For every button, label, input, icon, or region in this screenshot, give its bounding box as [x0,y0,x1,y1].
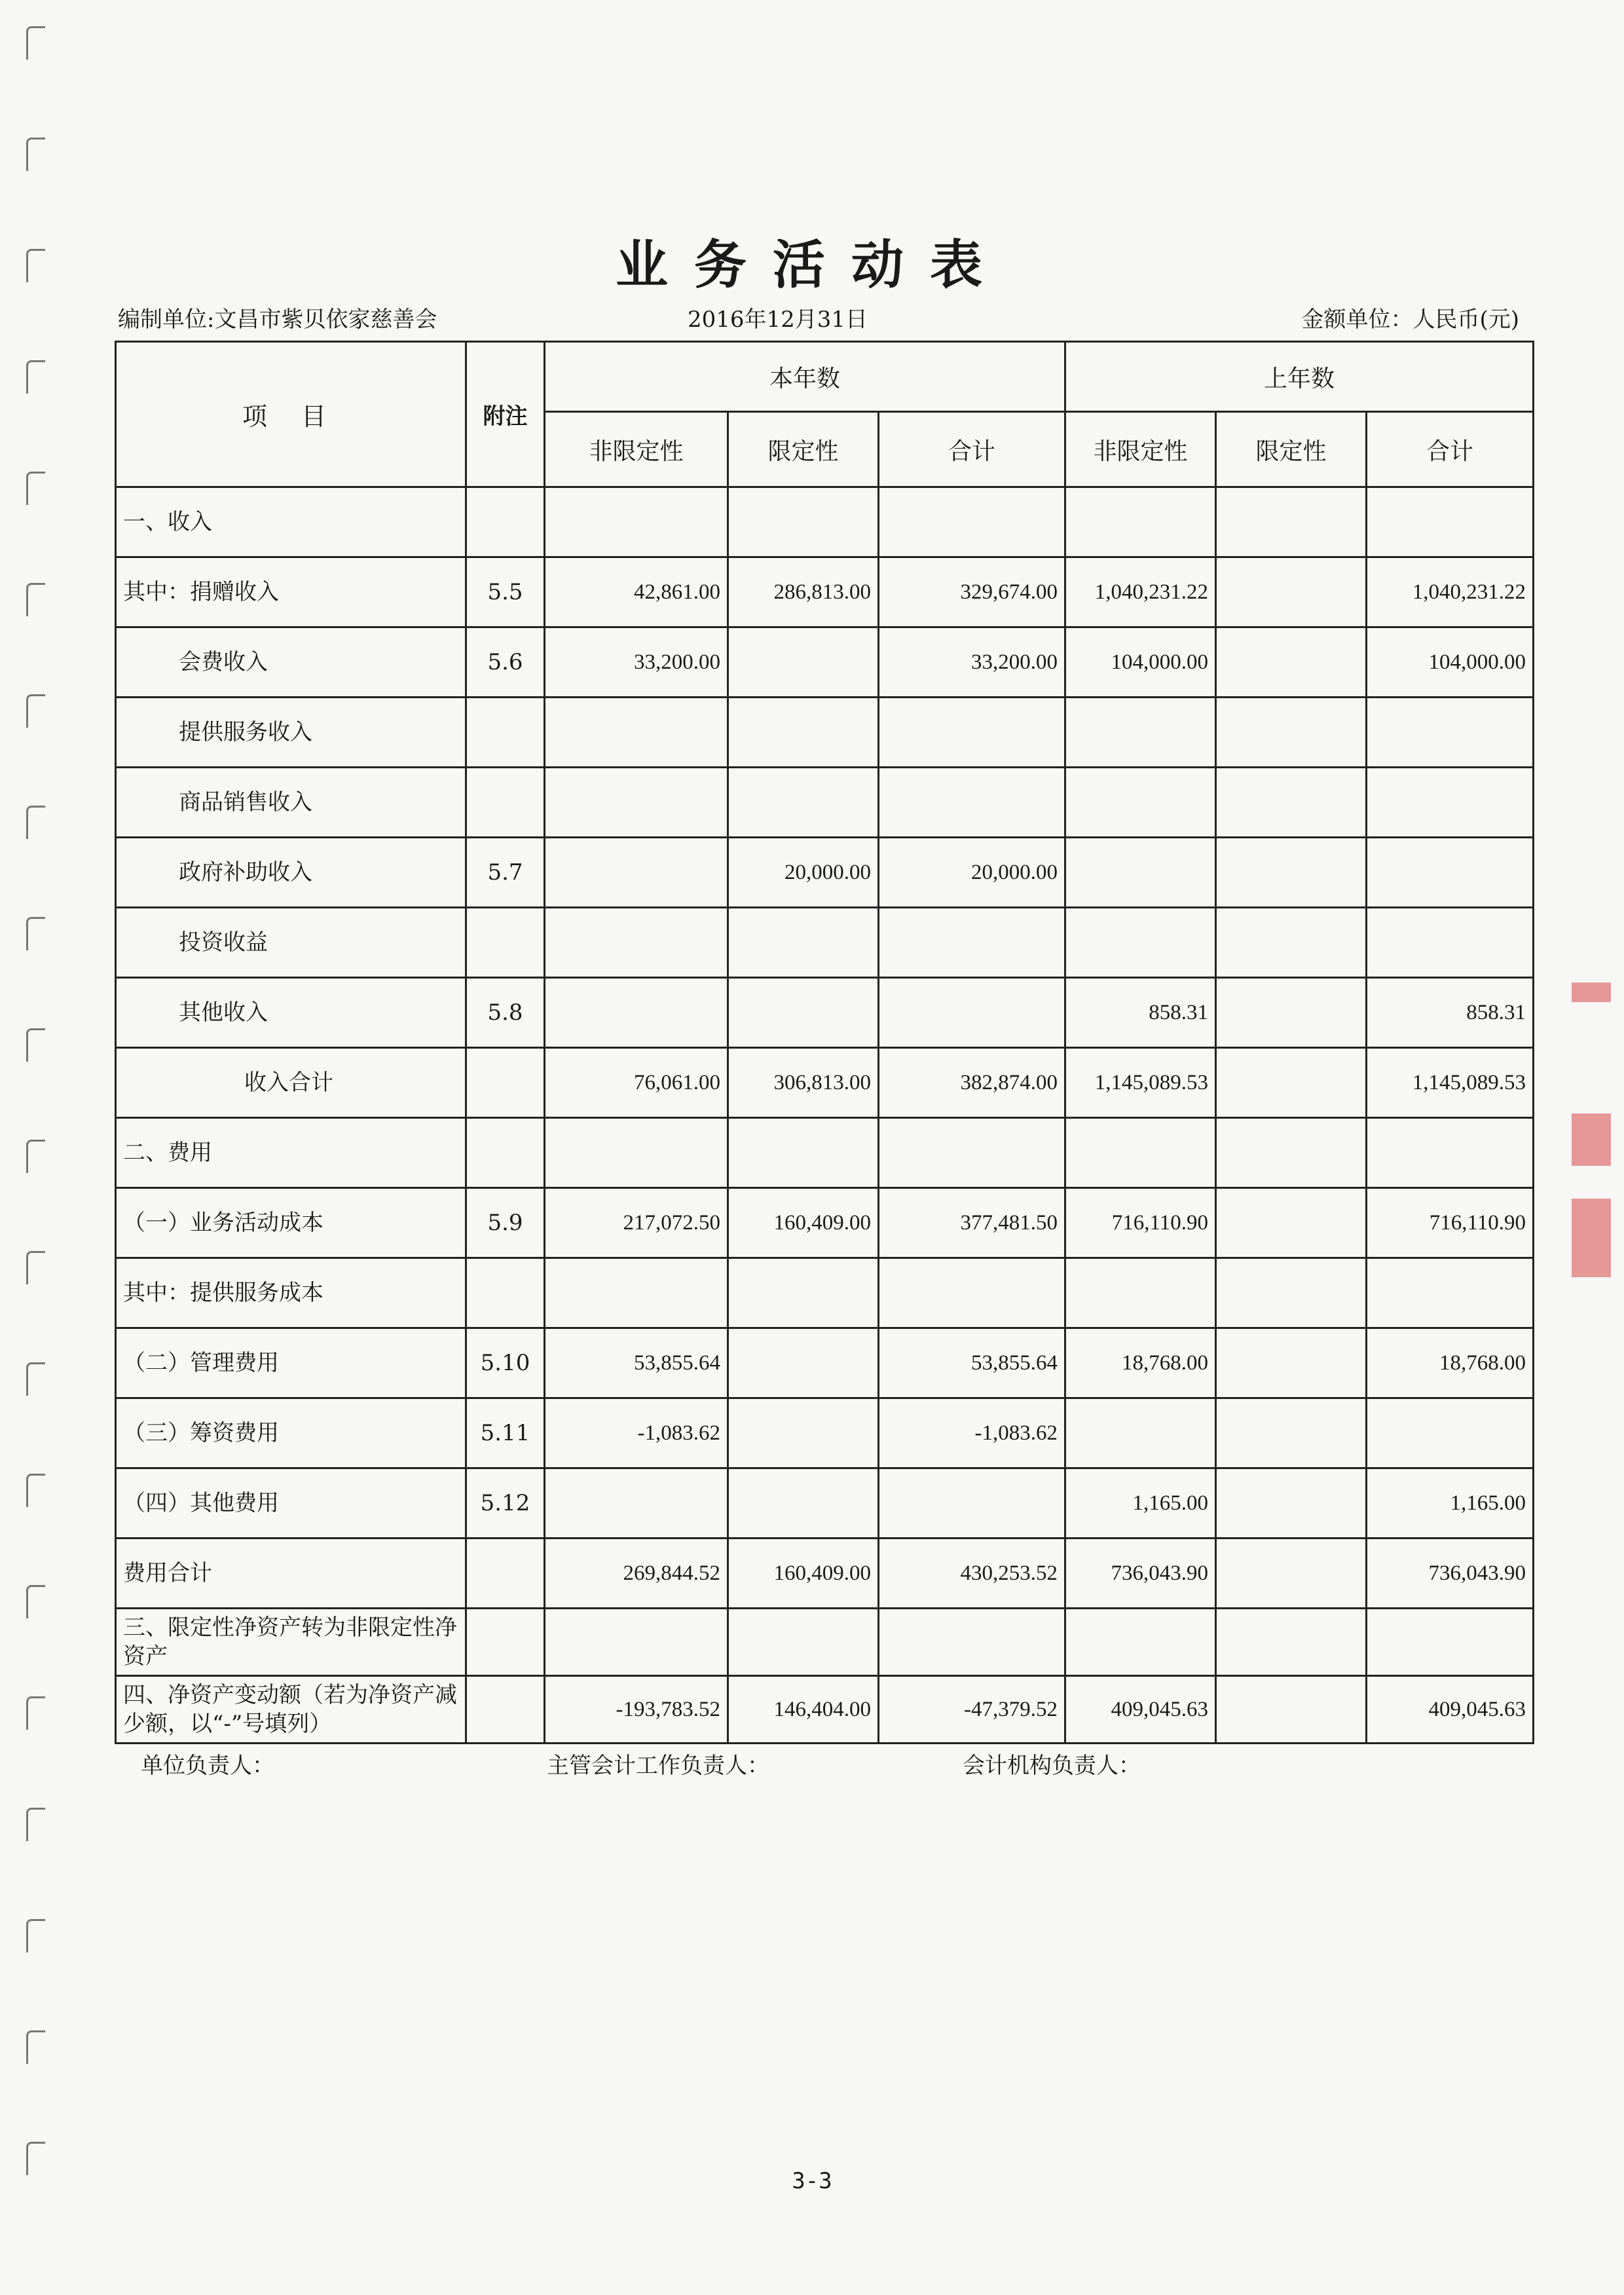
cell-pri-unrestricted [1065,838,1216,908]
cell-pri-total: 18,768.00 [1367,1328,1534,1398]
seal-fragment [1572,982,1611,1002]
cell-cur-total [879,698,1065,768]
binder-holes [20,0,59,2295]
table-row [116,908,1534,978]
row-label: 会费收入 [116,627,466,698]
table-row [116,698,1534,768]
row-note [466,1609,545,1676]
cell-cur-total [879,1258,1065,1328]
cell-pri-total [1367,1609,1534,1676]
document-title: 业务活动表 [616,234,1008,295]
cell-pri-restricted [1216,1468,1367,1539]
cell-pri-total: 716,110.90 [1367,1188,1534,1258]
row-note [466,908,545,978]
cell-pri-restricted [1216,557,1367,627]
cell-cur-restricted: 20,000.00 [728,838,879,908]
cell-pri-total [1367,1258,1534,1328]
cell-pri-restricted [1216,1258,1367,1328]
cell-pri-unrestricted [1065,487,1216,557]
cell-pri-total [1367,768,1534,838]
row-label: 二、费用 [116,1118,466,1188]
table-row [116,1048,1534,1118]
cell-pri-total: 858.31 [1367,978,1534,1048]
cell-cur-total [879,1468,1065,1539]
row-label: 一、收入 [116,487,466,557]
cell-cur-restricted [728,698,879,768]
cell-cur-total [879,487,1065,557]
cell-pri-restricted [1216,768,1367,838]
cell-pri-unrestricted [1065,908,1216,978]
cell-cur-total [879,978,1065,1048]
header-pri-unrestricted: 非限定性 [1065,412,1216,487]
seal-fragment [1572,1113,1611,1166]
cell-pri-unrestricted: 1,145,089.53 [1065,1048,1216,1118]
row-note: 5.7 [466,838,545,908]
row-label: 政府补助收入 [116,838,466,908]
cell-cur-restricted [728,908,879,978]
cell-pri-unrestricted: 104,000.00 [1065,627,1216,698]
signature-unit-head: 单位负责人： [141,1753,274,1779]
header-cur-total: 合计 [879,412,1065,487]
row-note [466,1676,545,1744]
cell-pri-total: 104,000.00 [1367,627,1534,698]
binder-ring [26,583,45,616]
cell-cur-restricted [728,1609,879,1676]
row-label: 投资收益 [116,908,466,978]
cell-pri-restricted [1216,1398,1367,1468]
table-row [116,1609,1534,1676]
table-row [116,1258,1534,1328]
table-row [116,1468,1534,1539]
cell-cur-unrestricted: 42,861.00 [545,557,728,627]
cell-pri-total [1367,908,1534,978]
header-pri-total: 合计 [1367,412,1534,487]
cell-pri-restricted [1216,908,1367,978]
cell-cur-restricted [728,1398,879,1468]
binder-ring [26,1362,45,1396]
cell-cur-unrestricted [545,1609,728,1676]
cell-cur-unrestricted [545,1468,728,1539]
cell-pri-unrestricted: 1,165.00 [1065,1468,1216,1539]
cell-pri-total: 1,040,231.22 [1367,557,1534,627]
cell-cur-restricted [728,627,879,698]
cell-cur-total: 329,674.00 [879,557,1065,627]
row-label: （二）管理费用 [116,1328,466,1398]
table-row [116,838,1534,908]
cell-pri-unrestricted: 18,768.00 [1065,1328,1216,1398]
cell-pri-restricted [1216,487,1367,557]
cell-cur-restricted [728,487,879,557]
cell-cur-total [879,1118,1065,1188]
table-row [116,768,1534,838]
row-note [466,1539,545,1609]
cell-cur-unrestricted [545,908,728,978]
binder-ring [26,2030,45,2064]
cell-cur-total: 20,000.00 [879,838,1065,908]
cell-cur-unrestricted [545,698,728,768]
table-row [116,1676,1534,1744]
cell-pri-restricted [1216,978,1367,1048]
header-note: 附注 [466,342,545,487]
cell-cur-total: -47,379.52 [879,1676,1065,1744]
cell-cur-total: -1,083.62 [879,1398,1065,1468]
cell-cur-unrestricted: 269,844.52 [545,1539,728,1609]
cell-pri-restricted [1216,1118,1367,1188]
cell-cur-unrestricted [545,838,728,908]
row-label: （四）其他费用 [116,1468,466,1539]
binder-ring [26,472,45,505]
binder-ring [26,138,45,171]
cell-pri-restricted [1216,627,1367,698]
cell-cur-restricted [728,1258,879,1328]
report-date: 2016年12月31日 [688,307,868,333]
cell-pri-restricted [1216,1328,1367,1398]
cell-cur-unrestricted: 217,072.50 [545,1188,728,1258]
header-pri-restricted: 限定性 [1216,412,1367,487]
cell-cur-restricted [728,1118,879,1188]
cell-cur-unrestricted [545,487,728,557]
row-note [466,768,545,838]
cell-cur-total: 53,855.64 [879,1328,1065,1398]
cell-pri-unrestricted [1065,698,1216,768]
cell-cur-unrestricted: 53,855.64 [545,1328,728,1398]
row-label: 其他收入 [116,978,466,1048]
row-note [466,1258,545,1328]
header-item: 项 目 [116,342,466,487]
cell-pri-total [1367,698,1534,768]
cell-pri-unrestricted: 1,040,231.22 [1065,557,1216,627]
cell-pri-unrestricted: 716,110.90 [1065,1188,1216,1258]
binder-ring [26,1808,45,1841]
row-note [466,1118,545,1188]
binder-ring [26,1140,45,1173]
cell-pri-unrestricted: 736,043.90 [1065,1539,1216,1609]
binder-ring [26,917,45,950]
cell-cur-unrestricted: 76,061.00 [545,1048,728,1118]
cell-pri-restricted [1216,1539,1367,1609]
binder-ring [26,1251,45,1284]
row-label: 费用合计 [116,1539,466,1609]
table-row [116,1328,1534,1398]
cell-pri-restricted [1216,1676,1367,1744]
cell-cur-total: 382,874.00 [879,1048,1065,1118]
cell-cur-restricted: 286,813.00 [728,557,879,627]
cell-pri-total [1367,487,1534,557]
cell-cur-total [879,1609,1065,1676]
cell-cur-unrestricted [545,1258,728,1328]
cell-pri-total [1367,1118,1534,1188]
cell-pri-total [1367,1398,1534,1468]
header-cur-unrestricted: 非限定性 [545,412,728,487]
row-note: 5.10 [466,1328,545,1398]
cell-pri-restricted [1216,698,1367,768]
row-label: 商品销售收入 [116,768,466,838]
table-row [116,557,1534,627]
binder-ring [26,1474,45,1507]
cell-pri-total: 409,045.63 [1367,1676,1534,1744]
preparing-unit: 编制单位:文昌市紫贝依家慈善会 [118,307,437,333]
cell-cur-restricted: 160,409.00 [728,1539,879,1609]
cell-cur-restricted: 306,813.00 [728,1048,879,1118]
cell-pri-unrestricted [1065,1609,1216,1676]
row-note [466,698,545,768]
cell-cur-total: 430,253.52 [879,1539,1065,1609]
row-note: 5.5 [466,557,545,627]
row-label: （一）业务活动成本 [116,1188,466,1258]
cell-pri-total: 1,165.00 [1367,1468,1534,1539]
row-note: 5.9 [466,1188,545,1258]
cell-cur-total: 377,481.50 [879,1188,1065,1258]
row-note [466,1048,545,1118]
cell-cur-restricted: 160,409.00 [728,1188,879,1258]
cell-pri-unrestricted [1065,1258,1216,1328]
row-label: 提供服务收入 [116,698,466,768]
table-row [116,1188,1534,1258]
signature-accounting-head: 主管会计工作负责人： [547,1753,769,1779]
row-note: 5.8 [466,978,545,1048]
cell-cur-total [879,908,1065,978]
header-cur-restricted: 限定性 [728,412,879,487]
cell-pri-total: 736,043.90 [1367,1539,1534,1609]
row-label: 其中：提供服务成本 [116,1258,466,1328]
cell-pri-restricted [1216,1609,1367,1676]
binder-ring [26,694,45,728]
cell-cur-unrestricted: 33,200.00 [545,627,728,698]
page-number: 3-3 [792,2168,832,2194]
cell-cur-restricted [728,1328,879,1398]
binder-ring [26,1585,45,1618]
table-row [116,627,1534,698]
cell-cur-unrestricted: -193,783.52 [545,1676,728,1744]
cell-pri-unrestricted [1065,768,1216,838]
cell-pri-unrestricted: 858.31 [1065,978,1216,1048]
signature-accounting-org-head: 会计机构负责人： [963,1753,1141,1779]
currency-unit: 金额单位：人民币(元) [1301,307,1519,333]
table-row [116,1539,1534,1609]
seal-fragment [1572,1199,1611,1277]
cell-pri-restricted [1216,1048,1367,1118]
cell-cur-unrestricted [545,978,728,1048]
row-label: （三）筹资费用 [116,1398,466,1468]
table-row [116,1118,1534,1188]
row-label: 收入合计 [116,1048,466,1118]
cell-pri-restricted [1216,1188,1367,1258]
cell-cur-unrestricted [545,1118,728,1188]
binder-ring [26,1696,45,1730]
cell-pri-total [1367,838,1534,908]
cell-pri-unrestricted [1065,1398,1216,1468]
table-row [116,1398,1534,1468]
activity-statement-table [115,341,1534,1744]
binder-ring [26,1028,45,1062]
row-note [466,487,545,557]
cell-cur-restricted [728,978,879,1048]
cell-cur-unrestricted: -1,083.62 [545,1398,728,1468]
cell-pri-unrestricted: 409,045.63 [1065,1676,1216,1744]
cell-cur-total [879,768,1065,838]
row-label: 三、限定性净资产转为非限定性净资产 [116,1609,466,1676]
cell-cur-unrestricted [545,768,728,838]
row-label: 其中：捐赠收入 [116,557,466,627]
row-note: 5.11 [466,1398,545,1468]
binder-ring [26,26,45,60]
binder-ring [26,1919,45,1952]
binder-ring [26,360,45,394]
header-prior-year: 上年数 [1065,342,1534,412]
cell-cur-restricted [728,768,879,838]
cell-cur-restricted [728,1468,879,1539]
row-note: 5.6 [466,627,545,698]
row-note: 5.12 [466,1468,545,1539]
cell-cur-total: 33,200.00 [879,627,1065,698]
table-row [116,978,1534,1048]
row-label: 四、净资产变动额（若为净资产减少额，以“-”号填列） [116,1676,466,1744]
cell-pri-total: 1,145,089.53 [1367,1048,1534,1118]
table-row [116,487,1534,557]
cell-cur-restricted: 146,404.00 [728,1676,879,1744]
header-current-year: 本年数 [545,342,1065,412]
binder-ring [26,806,45,839]
cell-pri-restricted [1216,838,1367,908]
cell-pri-unrestricted [1065,1118,1216,1188]
